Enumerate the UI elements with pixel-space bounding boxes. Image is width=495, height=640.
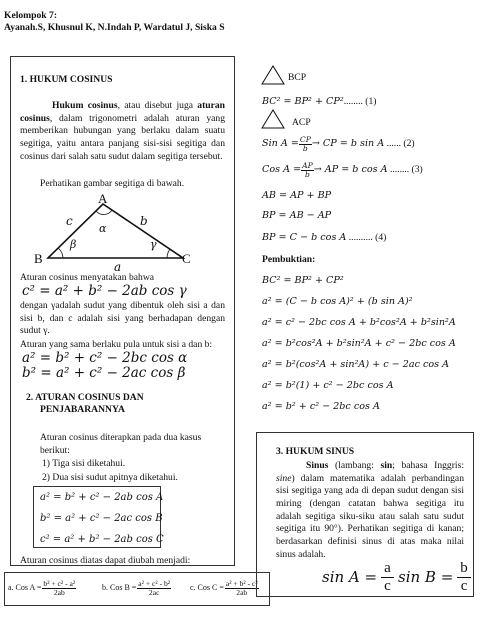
eq-3-den: b: [304, 169, 310, 179]
cos-a-label: a. Cos A =: [8, 583, 42, 593]
eq-4: AB = AP + BP: [262, 190, 332, 201]
intro-text-1: , atau disebut juga: [117, 100, 198, 111]
cos-b-num: a² + c² - b²: [138, 579, 171, 588]
eq-5: BP = AB − AP: [262, 210, 332, 221]
side-a-label: a: [114, 260, 122, 274]
triangle-acp-icon: [260, 108, 286, 130]
vertex-c-label: C: [182, 251, 191, 266]
sin-b-den: c: [460, 578, 468, 595]
boxed-eq-3: c² = a² + b² − 2ab cos C: [40, 534, 164, 545]
sin-a-den: c: [384, 578, 391, 595]
sin-b-lhs: sin B =: [398, 567, 454, 586]
eq-6-tag: .......... (4): [348, 232, 387, 243]
vertex-b-label: B: [34, 251, 43, 266]
eq-1-tag: ........ (1): [343, 96, 377, 107]
eq-2-rhs: → CP = b sin A: [311, 138, 385, 150]
beta-label: β: [70, 238, 77, 251]
proof-line-6: a² = b²(1) + c² − 2bc cos A: [262, 380, 394, 391]
case-1: 1) Tiga sisi diketahui.: [42, 458, 126, 469]
intro-lead: Hukum cosinus: [52, 100, 118, 111]
triangle-outline: [48, 204, 183, 258]
sinus-text-2: ; bahasa Inggris:: [392, 460, 464, 471]
section-2-title-line1: 2. ATURAN COSINUS DAN: [26, 392, 144, 403]
cos-c-label: c. Cos C =: [190, 583, 224, 593]
eq-3-tag: ........ (3): [389, 164, 423, 176]
sin-b-num: b: [457, 560, 471, 578]
cos-c-num: a² + b² - c²: [225, 579, 258, 588]
section-1-title: 1. HUKUM COSINUS: [20, 74, 113, 85]
proof-line-7: a² = b² + c² − 2bc cos A: [262, 401, 380, 412]
sin-a-num: a: [381, 560, 394, 578]
eq-3-lhs: Cos A =: [262, 164, 302, 176]
figure-caption: Perhatikan gambar segitiga di bawah.: [40, 178, 185, 189]
sin-a-lhs: sin A =: [322, 567, 378, 586]
transform-text: Aturan cosinus diatas dapat diubah menjadi:: [20, 555, 191, 566]
sinus-text-1: (lambang:: [328, 460, 381, 471]
proof-line-5: a² = b²(cos²A + sin²A) + c − 2ac cos A: [262, 359, 450, 370]
eq-1-formula: BC² = BP² + CP²: [262, 96, 344, 107]
proof-line-1: BC² = BP² + CP²: [262, 275, 344, 286]
eq-3: [262, 162, 423, 179]
cos-a-form: [8, 580, 76, 597]
proof-title: Pembuktian:: [262, 254, 316, 265]
cos-c-den: 2ab: [236, 587, 248, 597]
triangle-bcp-icon: [260, 64, 286, 86]
proof-line-2: a² = (C − b cos A)² + (b sin A)²: [262, 296, 413, 307]
eq-2-tag: ...... (2): [386, 138, 415, 150]
eq-6-formula: BP = C − b cos A: [262, 232, 347, 243]
rule-formula-c: c² = a² + b² − 2ab cos γ: [22, 283, 187, 299]
sinus-italic: sine: [276, 472, 292, 484]
eq-2-den: b: [302, 143, 308, 153]
boxed-eq-1: a² = b² + c² − 2ab cos A: [40, 492, 164, 503]
angle-gamma-arc: [167, 249, 170, 258]
cos-a-den: 2ab: [53, 587, 65, 597]
sin-b-formula: [398, 560, 471, 596]
hukum-cosinus-intro: [20, 100, 225, 163]
rule-explanation: dengan γadalah sudut yang dibentuk oleh sisi a dan sisi b, dan c adalah sisi yang berhadapan dengan sudut γ.: [20, 300, 225, 337]
eq-2-num: CP: [299, 135, 311, 144]
proof-line-3: a² = c² − 2bc cos A + b²cos²A + b²sin²A: [262, 317, 456, 328]
alpha-label: α: [99, 222, 107, 235]
sin-a-formula: [322, 560, 394, 596]
cos-b-form: [102, 580, 171, 597]
vertex-a-label: A: [98, 191, 108, 206]
eq-1: [262, 96, 376, 109]
gamma-label: γ: [150, 238, 157, 251]
intro-text-2: , dalam trigonometri adalah aturan yang memberikan hubungan yang berlaku dalam suatu segitiga, yaitu antara panjang sisi-sisi segitiga dan cosinus dari salah satu sudut dalam segitiga tersebut.: [20, 112, 225, 162]
rule-formula-a: a² = b² + c² − 2bc cos α: [22, 350, 188, 366]
side-c-label: c: [66, 214, 73, 228]
acp-label: ACP: [292, 117, 311, 128]
bcp-label: BCP: [288, 72, 307, 83]
rule-formula-b: b² = a² + c² − 2ac cos β: [22, 365, 186, 381]
eq-3-rhs: → AP = b cos A: [313, 164, 388, 176]
eq-6: [262, 232, 386, 245]
proof-line-4: a² = b²cos²A + b²sin²A + c² − 2bc cos A: [262, 338, 456, 349]
side-b-label: b: [140, 214, 148, 228]
boxed-eq-2: b² = a² + c² − 2ac cos B: [40, 513, 163, 524]
eq-3-num: AP: [302, 161, 313, 170]
section-2-intro: Aturan cosinus diterapkan pada dua kasus berikut:: [40, 432, 202, 456]
angle-alpha-arc: [96, 210, 112, 215]
eq-2-lhs: Sin A =: [262, 138, 299, 150]
sinus-lead: Sinus: [306, 460, 329, 471]
case-2: 2) Dua sisi sudut apitnya diketahui.: [42, 472, 178, 483]
cos-a-num: b² + c² - a²: [43, 579, 76, 588]
section-3-title: 3. HUKUM SINUS: [276, 446, 355, 457]
hukum-sinus-text: [276, 460, 464, 561]
rule-same-text: Aturan yang sama berlaku pula untuk sisi a dan b:: [20, 339, 213, 350]
section-2-title-line2: PENJABARANNYA: [40, 404, 125, 415]
angle-beta-arc: [58, 248, 63, 258]
intro-bold-2: aturan cosinus: [20, 100, 226, 124]
sinus-bold: sin: [380, 460, 393, 471]
rule-intro: Aturan cosinus menyatakan bahwa: [20, 272, 155, 283]
cos-b-den: 2ac: [148, 587, 160, 597]
member-list: Ayanah.S, Khusnul K, N.Indah P, Wardatul J, Siska S: [4, 22, 225, 33]
cos-b-label: b. Cos B =: [102, 583, 137, 593]
eq-2: [262, 136, 415, 153]
cos-c-form: [190, 580, 259, 597]
sinus-text-3: ) dalam matematika adalah perbandingan sisi segitiga yang ada di depan sudut dengan sisi miring (dengan catatan bahwa segitiga itu adalah segitiga siku-siku atau salah satu sudut segitiga itu 90°). Perhatikan segitiga di kanan; berdasarkan definisi sinus di atas maka nilai sinus adalah.: [276, 472, 464, 560]
group-label: Kelompok 7:: [4, 10, 58, 21]
